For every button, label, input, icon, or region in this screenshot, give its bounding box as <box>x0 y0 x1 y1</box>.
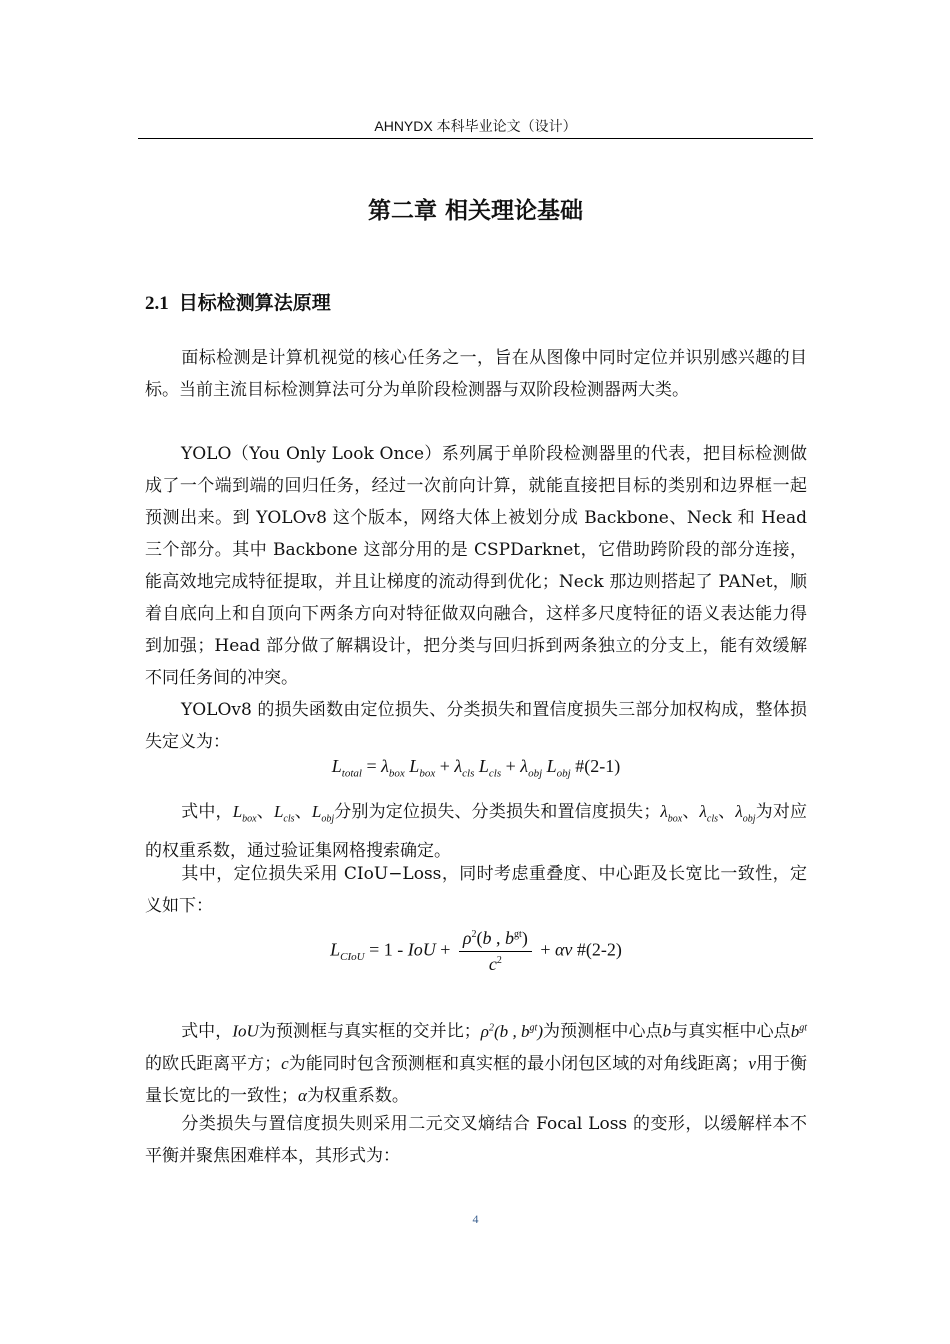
paragraph-2: YOLO（You Only Look Once）系列属于单阶段检测器里的代表，把目标检测做成了一个端到端的回归任务，经过一次前向计算，就能直接把目标的类别和边界框一起预测出来。到 YOLOv8 这个版本，网络大体上被划分成 Backbone、Neck 和 Head 三个部分。其中 Backbone 这部分用的是 CSPDarknet，它借助跨阶段的部分连接，能高效地完成特征提取，并且让梯度的流动得到优化；Neck 那边则搭起了 PANet，顺着自底向上和自顶向下两条方向对特征做双向融合，这样多尺度特征的语义表达能力得到加强；Head 部分做了解耦设计，把分类与回归拆到两条独立的分支上，能有效缓解不同任务间的冲突。 <box>145 444 807 688</box>
formula-2-tag: #(2-2) <box>576 939 622 960</box>
paragraph-7: 分类损失与置信度损失则采用二元交叉熵结合 Focal Loss 的变形，以缓解样本不平衡并聚焦困难样本，其形式为： <box>145 1114 807 1166</box>
formula-fraction: $\frac{\rho^2(b , b^{gt})}{c^2}$ <box>459 928 532 975</box>
formula-1-tag: #(2-1) <box>575 756 621 776</box>
section-title: 目标检测算法原理 <box>178 292 331 314</box>
formula-ciou-loss: $L_{CIoU} = 1$ - IoU + $\frac{\rho^2(b , b^{gt})}{c^2}$ + αv #(2-2) <box>330 928 622 974</box>
paragraph-3: YOLOv8 的损失函数由定位损失、分类损失和置信度损失三部分加权构成，整体损失定义为： <box>145 700 807 752</box>
paragraph-1: 面标检测是计算机视觉的核心任务之一，旨在从图像中同时定位并识别感兴趣的目标。当前主流目标检测算法可分为单阶段检测器与双阶段检测器两大类。 <box>145 348 807 400</box>
chapter-title: 第二章 相关理论基础 <box>367 198 583 224</box>
paragraph-5: 其中，定位损失采用 CIoU−Loss，同时考虑重叠度、中心距及长宽比一致性，定义如下： <box>145 864 807 916</box>
running-header: AHNYDX 本科毕业论文（设计） <box>374 118 577 134</box>
formula-total-loss: $L_{total} = \lambda_{box}$ $L_{box} + \lambda_{cls}$ $L_{cls} + \lambda_{obj}$ $L_{obj}$ #(2-1) <box>331 756 621 780</box>
section-number: 2.1 <box>145 293 169 314</box>
paragraph-6: 式中，IoU为预测框与真实框的交并比；$\rho^2(b$ , $b^{gt}$)为预测框中心点b与真实框中心点$b^{gt}$的欧氏距离平方；c为能同时包含预测框和真实框的最小闭包区域的对角线距离；v用于衡量长宽比的一致性；α为权重系数。 <box>145 1021 808 1106</box>
section-heading <box>145 290 331 317</box>
header-divider <box>138 138 813 139</box>
page-number: 4 <box>472 1212 479 1226</box>
paragraph-4: 式中，$L_{box}$、$L_{cls}$、$L_{obj}$分别为定位损失、分类损失和置信度损失；$\lambda_{box}$、$\lambda_{cls}$、$\lambda_{obj}$为对应的权重系数，通过验证集网格搜索确定。 <box>145 802 808 862</box>
